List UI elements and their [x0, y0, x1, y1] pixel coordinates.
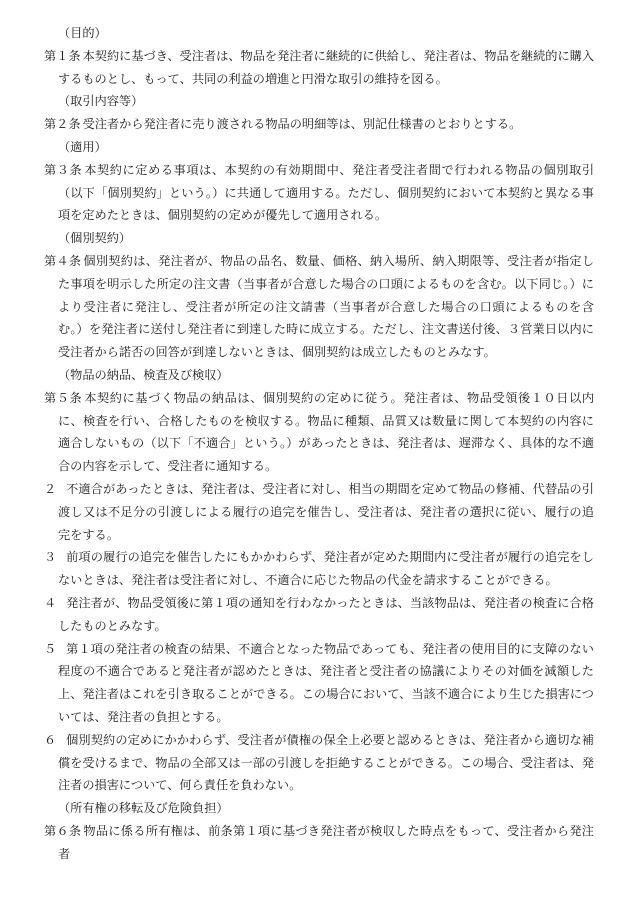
paragraph-text: 不適合があったときは、発注者は、受注者に対し、相当の期間を定めて物品の修補、代替品の引渡し又は不足分の引渡しによる履行の追完を催告し、受注者は、発注者の選択に従い、履行の追完をする。	[58, 481, 594, 542]
article-1	[44, 22, 594, 90]
article-heading: （物品の納品、検査及び検収）	[58, 367, 229, 382]
article-label: 第３条	[44, 162, 83, 177]
article-text	[44, 113, 594, 136]
paragraph-number: ２	[44, 481, 57, 496]
article-heading: （個別契約）	[58, 231, 132, 246]
article-body: 受注者から発注者に売り渡される物品の明細等は、別記仕様書のとおりとする。	[82, 117, 522, 132]
article-heading: （取引内容等）	[58, 94, 144, 109]
article-body: 物品に係る所有権は、前条第１項に基づき発注者が検収した時点をもって、受注者から発注者	[58, 823, 594, 861]
article-heading: （目的）	[58, 26, 107, 40]
paragraph-number: ３	[44, 550, 57, 565]
paragraph-number: ６	[44, 732, 57, 747]
paragraph-text: 発注者が、物品受領後に第１項の通知を行わなかったときは、当該物品は、発注者の検査に合格したものとみなす。	[58, 595, 594, 633]
article-text	[44, 45, 594, 91]
article-heading: （適用）	[58, 139, 107, 154]
article-label: 第５条	[44, 390, 83, 405]
article-text	[44, 387, 594, 478]
paragraph-number: ５	[44, 641, 57, 656]
article-label: 第６条	[44, 823, 82, 838]
article-6	[44, 797, 594, 865]
article-3	[44, 136, 594, 227]
article-label: 第２条	[44, 117, 81, 132]
article-text	[44, 250, 594, 364]
article-heading: （所有権の移転及び危険負担）	[58, 801, 229, 816]
article-label: 第１条	[44, 48, 81, 63]
article-body: 本契約に定める事項は、本契約の有効期間中、発注者受注者間で行われる物品の個別取引（以下「個別契約」という。）に共通して適用する。ただし、個別契約において本契約と異なる事項を定めたときは、個別契約の定めが優先して適用される。	[58, 162, 595, 223]
article-4	[44, 227, 594, 364]
paragraph-text: 前項の履行の追完を催告したにもかかわらず、発注者が定めた期間内に受注者が履行の追完をしないときは、発注者は受注者に対し、不適合に応じた物品の代金を請求することができる。	[58, 550, 594, 588]
article-paragraph	[44, 478, 594, 546]
article-paragraph	[44, 638, 594, 729]
paragraph-number: ４	[44, 595, 57, 610]
article-body: 本契約に基づく物品の納品は、個別契約の定めに従う。発注者は、物品受領後１０日以内に、検査を行い、合格したものを検収する。物品に種類、品質又は数量に関して本契約の内容に適合しないもの（以下「不適合」という。）があったときは、発注者は、遅滞なく、具体的な不適合の内容を示して、受注者に通知する。	[58, 390, 595, 474]
article-paragraph	[44, 592, 594, 638]
article-paragraph	[44, 546, 594, 592]
article-2	[44, 90, 594, 136]
article-text	[44, 159, 594, 227]
article-body: 個別契約は、発注者が、物品の品名、数量、価格、納入場所、納入期限等、受注者が指定した事項を明示した所定の注文書（当事者が合意した場合の口頭によるものを含む。以下同じ。）により受注者に発注し、受注者が所定の注文請書（当事者が合意した場合の口頭によるものを含む。）を発注者に送付し発注者に到達した時に成立する。ただし、注文書送付後、３営業日以内に受注者から諾否の回答が到達しないときは、個別契約は成立したものとみなす。	[58, 253, 595, 360]
article-paragraph	[44, 729, 594, 797]
article-body: 本契約に基づき、受注者は、物品を発注者に継続的に供給し、発注者は、物品を継続的に購入するものとし、もって、共同の利益の増進と円滑な取引の維持を図る。	[58, 48, 595, 86]
paragraph-text: 第１項の発注者の検査の結果、不適合となった物品であっても、発注者の使用目的に支障のない程度の不適合であると発注者が認めたときは、発注者と受注者の協議によりその対価を減額した上、発注者はこれを引き取ることができる。この場合において、当該不適合により生じた損害については、発注者の負担とする。	[58, 641, 594, 724]
article-5	[44, 364, 594, 797]
article-label: 第４条	[44, 253, 82, 268]
paragraph-text: 個別契約の定めにかかわらず、受注者が債権の保全上必要と認めるときは、発注者から適切な補償を受けるまで、物品の全部又は一部の引渡しを拒絶することができる。この場合、受注者は、発注者の損害について、何ら責任を負わない。	[58, 732, 595, 793]
article-text	[44, 820, 594, 866]
